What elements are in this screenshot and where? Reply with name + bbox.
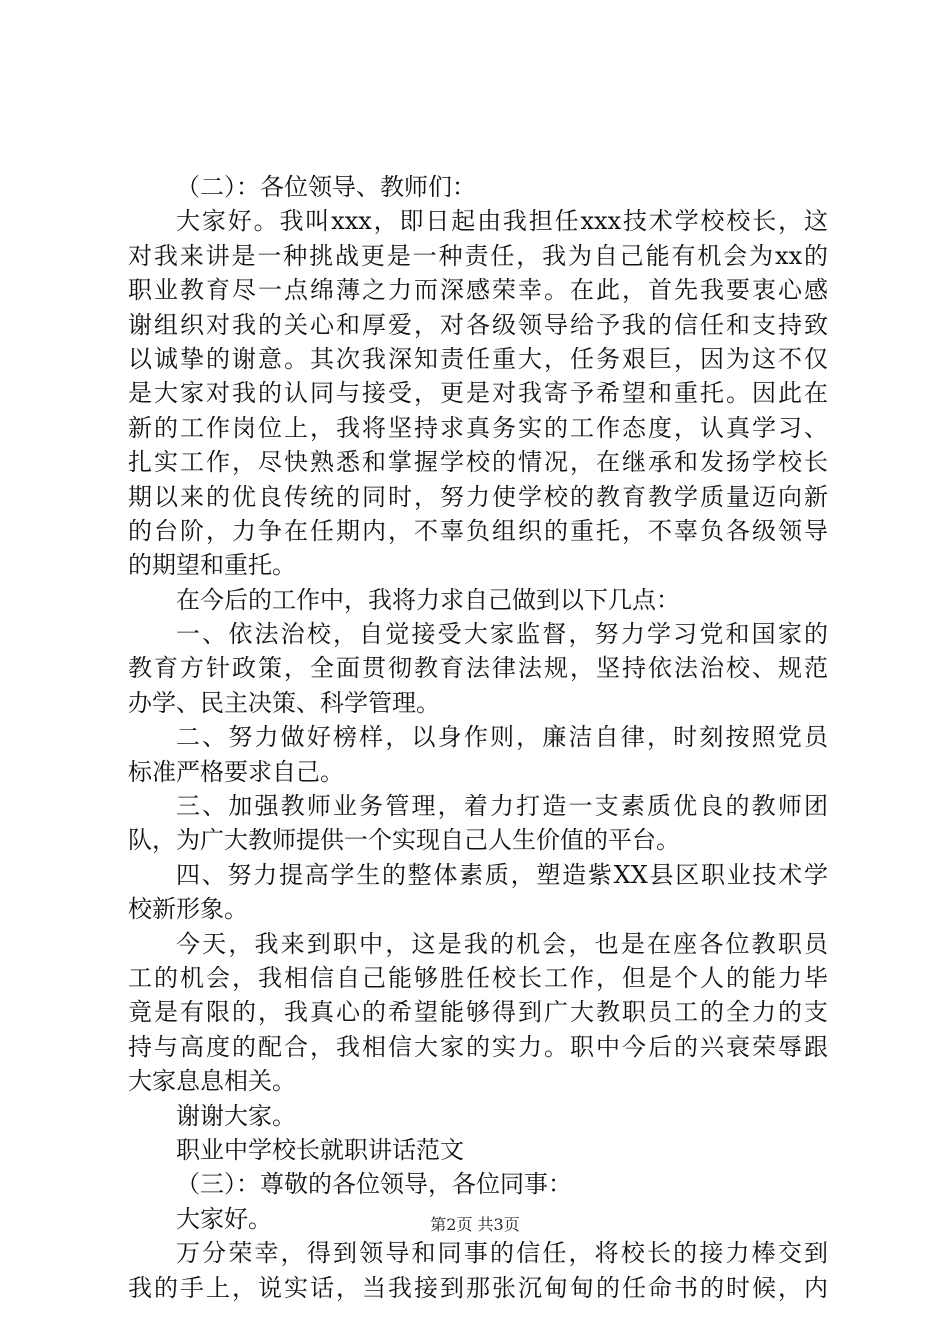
document-body <box>128 170 828 1305</box>
text-line: 职业中学校长就职讲话范文 <box>176 1135 464 1164</box>
text-line: 的期望和重托。 <box>128 551 296 580</box>
text-line: 新的工作岗位上，我将坚持求真务实的工作态度，认真学习、 <box>128 413 828 442</box>
text-line: 万分荣幸，得到领导和同事的信任，将校长的接力棒交到 <box>176 1239 828 1268</box>
text-line: 持与高度的配合，我相信大家的实力。职中今后的兴衰荣辱跟 <box>128 1032 828 1061</box>
text-line: 在今后的工作中，我将力求自己做到以下几点： <box>176 585 680 614</box>
text-line: 对我来讲是一种挑战更是一种责任，我为自己能有机会为xx的 <box>128 241 828 270</box>
text-line: 校新形象。 <box>128 895 248 924</box>
text-line: 办学、民主决策、科学管理。 <box>128 688 440 717</box>
text-line: 一、依法治校，自觉接受大家监督，努力学习党和国家的 <box>176 620 828 649</box>
text-line: 的台阶，力争在任期内，不辜负组织的重托，不辜负各级领导 <box>128 516 828 545</box>
text-line: 职业教育尽一点绵薄之力而深感荣幸。在此，首先我要衷心感 <box>128 276 828 305</box>
text-line: 二、努力做好榜样，以身作则，廉洁自律，时刻按照党员 <box>176 723 828 752</box>
text-line: 教育方针政策，全面贯彻教育法律法规，坚持依法治校、规范 <box>128 654 828 683</box>
text-line: 大家好。我叫xxx，即日起由我担任xxx技术学校校长，这 <box>176 207 828 236</box>
text-line: 大家好。 <box>176 1204 272 1233</box>
text-line: 竟是有限的，我真心的希望能够得到广大教职员工的全力的支 <box>128 998 828 1027</box>
page-footer: 第2页 共3页 <box>430 1215 520 1234</box>
text-line: （三）：尊敬的各位领导，各位同事： <box>176 1170 572 1199</box>
text-line: 谢组织对我的关心和厚爱，对各级领导给予我的信任和支持致 <box>128 310 828 339</box>
text-line: 标准严格要求自己。 <box>128 757 344 786</box>
text-line: 四、努力提高学生的整体素质，塑造紫XX县区职业技术学 <box>176 860 828 889</box>
text-line: 三、加强教师业务管理，着力打造一支素质优良的教师团 <box>176 792 828 821</box>
text-line: 以诚挚的谢意。其次我深知责任重大，任务艰巨，因为这不仅 <box>128 344 828 373</box>
text-line: 今天，我来到职中，这是我的机会，也是在座各位教职员 <box>176 929 828 958</box>
text-line: 工的机会，我相信自己能够胜任校长工作，但是个人的能力毕 <box>128 963 828 992</box>
text-line: （二）：各位领导、教师们： <box>176 173 476 201</box>
text-line: 是大家对我的认同与接受，更是对我寄予希望和重托。因此在 <box>128 379 828 408</box>
text-line: 期以来的优良传统的同时，努力使学校的教育教学质量迈向新 <box>128 482 828 511</box>
text-line: 队，为广大教师提供一个实现自己人生价值的平台。 <box>128 826 680 855</box>
text-line: 谢谢大家。 <box>176 1101 296 1130</box>
text-line: 大家息息相关。 <box>128 1067 296 1096</box>
text-line: 扎实工作，尽快熟悉和掌握学校的情况，在继承和发扬学校长 <box>128 448 828 477</box>
text-line: 我的手上，说实话，当我接到那张沉甸甸的任命书的时候，内 <box>128 1273 828 1302</box>
